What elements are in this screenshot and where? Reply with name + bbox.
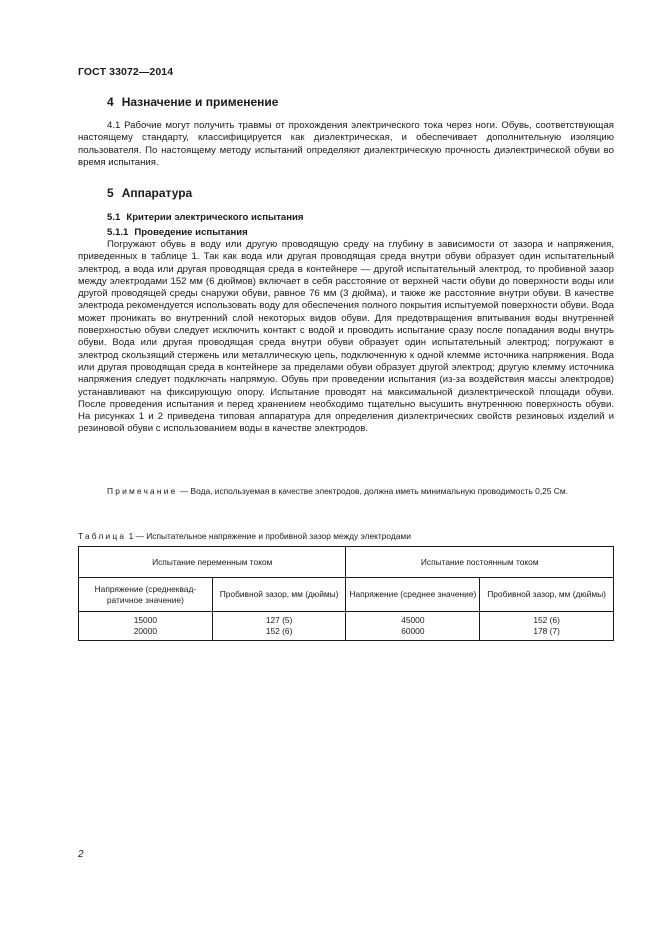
section-5-heading <box>107 186 192 200</box>
cell-value: 15000 <box>133 615 158 625</box>
col-header-ac-voltage: Напряжение (среднеквад-ратичное значение) <box>79 578 213 612</box>
subsection-5-1-heading <box>107 212 304 223</box>
subsection-5-1-title: Критерии электрического испытания <box>126 212 304 223</box>
section-5-paragraph: Погружают обувь в воду или другую проводящую среду на глубину в зависимости от зазора и напряжения, приведенных в таблице 1. Так как вода или другая проводящая среда внутри обуви образует один испытательный электрод, а вода или другая проводящая среда в контейнере — другой испытательный электрод, то пробивной зазор между электродами 152 мм (6 дюймов) включает в себя расстояние от верхней части обуви до поверхности воды или другой проводящей среды снаружи обуви, равное 76 мм (3 дюйма), и также же расстояние внутри обуви. В качестве электрода рекомендуется использовать воду для обеспечения полного покрытия испытуемой поверхности обуви. Вода может проникать во внутренний слой некоторых видов обуви. Для предотвращения впитывания воды внутренней поверхностью обуви следует исключить контакт с водой и проводить испытание сразу после попадания воды внутрь обуви. Вода или другая проводящая среда внутри обуви образует один испытательный электрод; погружают в электрод скользящий стержень или металлическую цепь, подключенную к одной клемме источника напряжения. Вода или другая проводящая среда в контейнере за пределами обуви образует другой электрод; другую клемму источника напряжения следует подключать напрямую. Обувь при проведении испытания (из-за воздействия массы электродов) устанавливают на фиксирующую опору. Испытание проводят на максимальной диэлектрической площади обуви. После проведения испытания и перед хранением необходимо тщательно высушить внутреннюю поверхность обуви. На рисунках 1 и 2 приведена типовая аппаратура для определения диэлектрических свойств резиновых изделий и резиновой обуви с использованием воды в качестве электродов. <box>78 239 614 435</box>
cell-value: 127 (5) <box>265 615 293 625</box>
cell-value: 152 (6) <box>265 626 293 636</box>
cell-ac-voltage <box>79 612 213 641</box>
note-text: — Вода, используемая в качестве электродов, должна иметь минимальную проводимость 0,25 См. <box>177 486 568 496</box>
section-5-title: Аппаратура <box>121 186 193 200</box>
cell-value: 20000 <box>133 626 158 636</box>
note <box>78 486 614 498</box>
section-4-heading <box>107 95 278 109</box>
subsection-5-1-1-number: 5.1.1 <box>107 227 129 238</box>
page-number: 2 <box>78 849 84 860</box>
cell-dc-voltage <box>346 612 480 641</box>
subsection-5-1-1-title: Проведение испытания <box>134 227 248 238</box>
col-header-dc-voltage: Напряжение (среднее значение) <box>346 578 480 612</box>
section-4-title: Назначение и применение <box>121 95 279 109</box>
cell-dc-gap <box>480 612 614 641</box>
table-caption-text: 1 — Испытательное напряжение и пробивной зазор между электродами <box>128 531 411 541</box>
table-caption-label: Таблица <box>78 531 127 541</box>
group-header-ac: Испытание переменным током <box>79 547 346 578</box>
table-column-header-row <box>79 578 614 612</box>
note-label: Примечание <box>107 486 178 496</box>
subsection-5-1-number: 5.1 <box>107 212 121 223</box>
section-5-number: 5 <box>107 186 114 200</box>
group-header-dc: Испытание постоянным током <box>346 547 614 578</box>
cell-value: 178 (7) <box>533 626 560 636</box>
table-caption <box>78 531 411 541</box>
section-4-paragraph: 4.1 Рабочие могут получить травмы от прохождения электрического тока через ноги. Обувь, соответствующая настоящему стандарту, классифицируется как диэлектрическая, и обеспечивает дополнительную изоляцию пользователя. По настоящему методу испытаний определяют диэлектрическую прочность диэлектрической обуви во время испытания. <box>78 120 614 168</box>
cell-value: 152 (6) <box>533 615 560 625</box>
standard-header: ГОСТ 33072—2014 <box>78 66 174 78</box>
cell-value: 45000 <box>401 615 425 625</box>
cell-value: 60000 <box>401 626 425 636</box>
subsection-5-1-1-heading <box>107 227 248 238</box>
cell-ac-gap <box>212 612 346 641</box>
table-group-header-row <box>79 547 614 578</box>
col-header-dc-gap: Пробивной зазор, мм (дюймы) <box>480 578 614 612</box>
col-header-ac-gap: Пробивной зазор, мм (дюймы) <box>212 578 346 612</box>
table-data-row <box>79 612 614 641</box>
section-4-number: 4 <box>107 95 114 109</box>
voltage-gap-table <box>78 546 614 641</box>
